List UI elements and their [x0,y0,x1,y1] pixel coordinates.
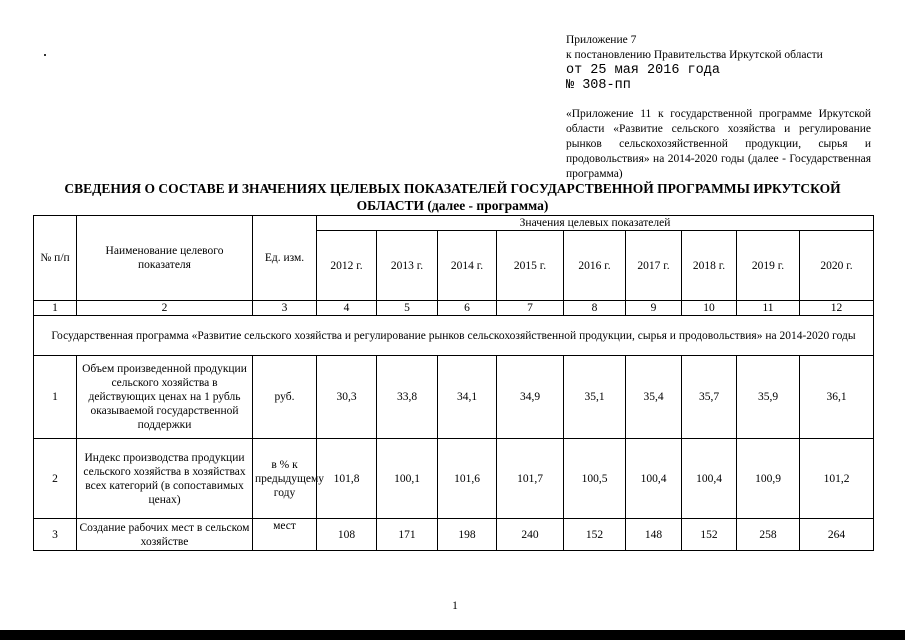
header-name: Наименование целевого показателя [77,216,253,301]
index-cell: 9 [626,301,682,316]
value-cell: 198 [438,519,497,551]
value-cell: 34,9 [497,356,564,439]
row-name: Объем произведенной продукции сельского хозяйства в действующих ценах на 1 рубль оказываемой государственной поддержки [77,356,253,439]
annex-date: от 25 мая 2016 года [566,63,720,78]
row-name: Индекс производства продукции сельского хозяйства в хозяйствах всех категорий (в сопоставимых ценах) [77,439,253,519]
year-cell: 2020 г. [800,231,874,301]
year-cell: 2015 г. [497,231,564,301]
value-cell: 35,4 [626,356,682,439]
year-cell: 2018 г. [682,231,737,301]
value-cell: 30,3 [317,356,377,439]
header-unit: Ед. изм. [253,216,317,301]
year-cell: 2017 г. [626,231,682,301]
index-cell: 1 [34,301,77,316]
value-cell: 36,1 [800,356,874,439]
value-cell: 34,1 [438,356,497,439]
value-cell: 101,7 [497,439,564,519]
table-row [34,439,874,519]
index-cell: 8 [564,301,626,316]
value-cell: 100,5 [564,439,626,519]
index-cell: 7 [497,301,564,316]
index-cell: 11 [737,301,800,316]
row-unit: руб. [253,356,317,439]
value-cell: 152 [682,519,737,551]
year-cell: 2016 г. [564,231,626,301]
value-cell: 240 [497,519,564,551]
value-cell: 148 [626,519,682,551]
indicators-table [33,215,874,551]
value-cell: 101,6 [438,439,497,519]
index-cell: 6 [438,301,497,316]
row-unit: мест [253,519,317,551]
row-unit: в % к предыдущему году [253,439,317,519]
index-cell: 12 [800,301,874,316]
row-num: 3 [34,519,77,551]
annex-note: «Приложение 11 к государственной программе Иркутской области «Развитие сельского хозяйства и регулирование рынков сельскохозяйственной продукции, сырья и продовольствия» на 2014-2020 годы (далее - Государственная программа) [566,108,871,180]
header-num: № п/п [34,216,77,301]
index-cell: 10 [682,301,737,316]
value-cell: 171 [377,519,438,551]
value-cell: 35,7 [682,356,737,439]
page-title: СВЕДЕНИЯ О СОСТАВЕ И ЗНАЧЕНИЯХ ЦЕЛЕВЫХ ПОКАЗАТЕЛЕЙ ГОСУДАРСТВЕННОЙ ПРОГРАММЫ ИРКУТСКОЙ ОБЛАСТИ (далее - программа) [64,181,841,213]
year-cell: 2013 г. [377,231,438,301]
row-num: 1 [34,356,77,439]
program-name: Государственная программа «Развитие сельского хозяйства и регулирование рынков сельскохозяйственной продукции, сырья и продовольствия» на 2014-2020 годы [34,316,874,356]
scan-speck [44,54,46,56]
table-row [34,519,874,551]
value-cell: 101,8 [317,439,377,519]
column-index-row [34,301,874,316]
annex-number: № 308-пп [566,78,631,93]
value-cell: 101,2 [800,439,874,519]
year-cell: 2014 г. [438,231,497,301]
annex-line-1: Приложение 7 [566,34,637,46]
value-cell: 264 [800,519,874,551]
row-name: Создание рабочих мест в сельском хозяйстве [77,519,253,551]
value-cell: 35,9 [737,356,800,439]
year-cell: 2012 г. [317,231,377,301]
header-values: Значения целевых показателей [317,216,874,231]
row-num: 2 [34,439,77,519]
value-cell: 100,4 [626,439,682,519]
value-cell: 258 [737,519,800,551]
value-cell: 108 [317,519,377,551]
index-cell: 5 [377,301,438,316]
page-number: 1 [452,600,458,612]
value-cell: 33,8 [377,356,438,439]
index-cell: 3 [253,301,317,316]
table-row [34,356,874,439]
value-cell: 100,1 [377,439,438,519]
program-row [34,316,874,356]
value-cell: 152 [564,519,626,551]
index-cell: 4 [317,301,377,316]
annex-line-2: к постановлению Правительства Иркутской области [566,49,823,61]
value-cell: 100,4 [682,439,737,519]
scan-edge [0,630,905,640]
header-row-top [34,216,874,231]
value-cell: 35,1 [564,356,626,439]
value-cell: 100,9 [737,439,800,519]
index-cell: 2 [77,301,253,316]
annex-block [566,33,871,182]
year-cell: 2019 г. [737,231,800,301]
